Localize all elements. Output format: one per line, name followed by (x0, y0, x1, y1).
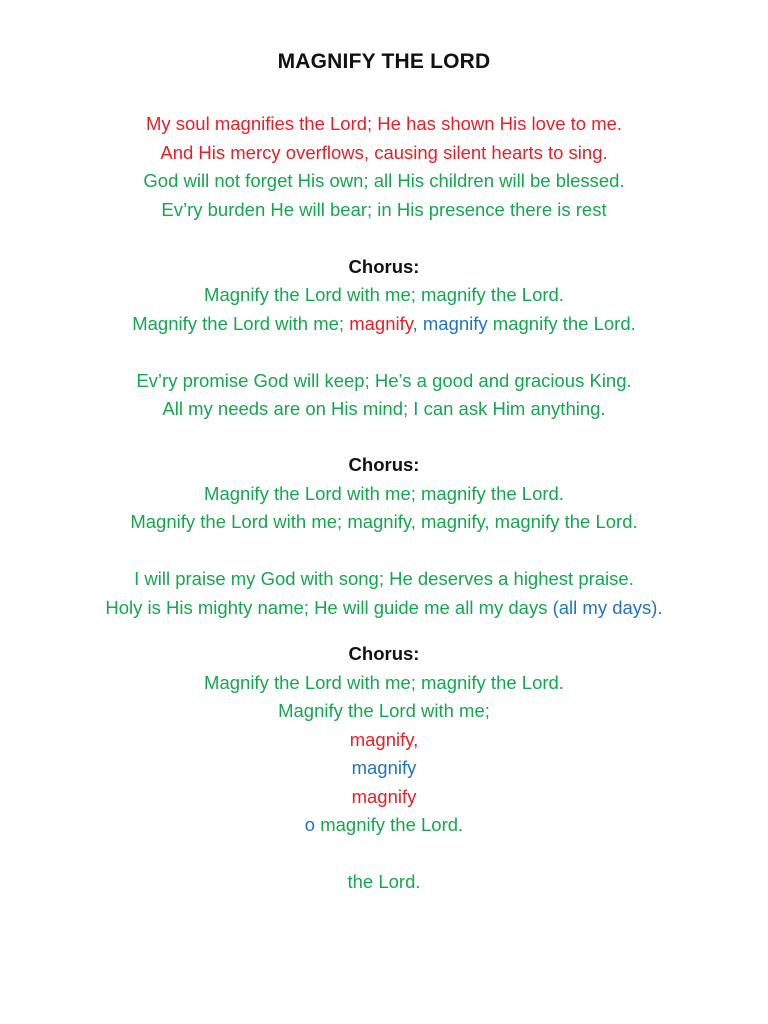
verse1-line3: God will not forget His own; all His children will be blessed. (143, 170, 625, 191)
verse3-line2-period: . (657, 597, 663, 618)
chorus3-line6 (0, 811, 768, 839)
chorus1-line2-magnify-red: magnify (349, 313, 413, 334)
chorus2-line2: Magnify the Lord with me; magnify, magnify, magnify the Lord. (130, 511, 638, 532)
verse3-line2-all-my-days: (all my days) (552, 597, 658, 618)
chorus3-line2: Magnify the Lord with me; (278, 700, 490, 721)
chorus1-line2-magnify-blue: magnify (422, 313, 488, 334)
chorus3-line1: Magnify the Lord with me; magnify the Lord. (204, 672, 564, 693)
verse1-line1: My soul magnifies the Lord; He has shown His love to me. (145, 113, 623, 134)
verse1-line2: And His mercy overflows, causing silent hearts to sing. (160, 142, 608, 163)
verse3-line2 (0, 594, 768, 622)
chorus3-line6-o: o (304, 814, 316, 835)
verse2-line2: All my needs are on His mind; I can ask Him anything. (162, 398, 606, 419)
chorus1-line2-comma: , (412, 313, 423, 334)
verse3-line1: I will praise my God with song; He deserves a highest praise. (134, 568, 634, 589)
chorus1-line1: Magnify the Lord with me; magnify the Lord. (204, 284, 564, 305)
verse3-line2-part1: Holy is His mighty name; He will guide me all my days (105, 597, 553, 618)
chorus3-line7: the Lord. (347, 871, 421, 892)
song-title: MAGNIFY THE LORD (277, 50, 491, 73)
chorus1-line2-part1: Magnify the Lord with me; (132, 313, 350, 334)
chorus3-line4: magnify (351, 757, 417, 778)
chorus2-label: Chorus: (348, 454, 420, 475)
chorus3-line6-rest: magnify the Lord. (315, 814, 464, 835)
chorus2-line1: Magnify the Lord with me; magnify the Lord. (204, 483, 564, 504)
chorus1-line2-part3: magnify the Lord. (487, 313, 636, 334)
verse1-line4: Ev’ry burden He will bear; in His presence there is rest (161, 199, 607, 220)
chorus3-line5: magnify (351, 786, 417, 807)
chorus1-label: Chorus: (348, 256, 420, 277)
chorus1-line2 (0, 310, 768, 338)
chorus3-label: Chorus: (348, 643, 420, 664)
chorus3-line3: magnify, (349, 729, 419, 750)
verse2-line1: Ev’ry promise God will keep; He’s a good and gracious King. (136, 370, 632, 391)
